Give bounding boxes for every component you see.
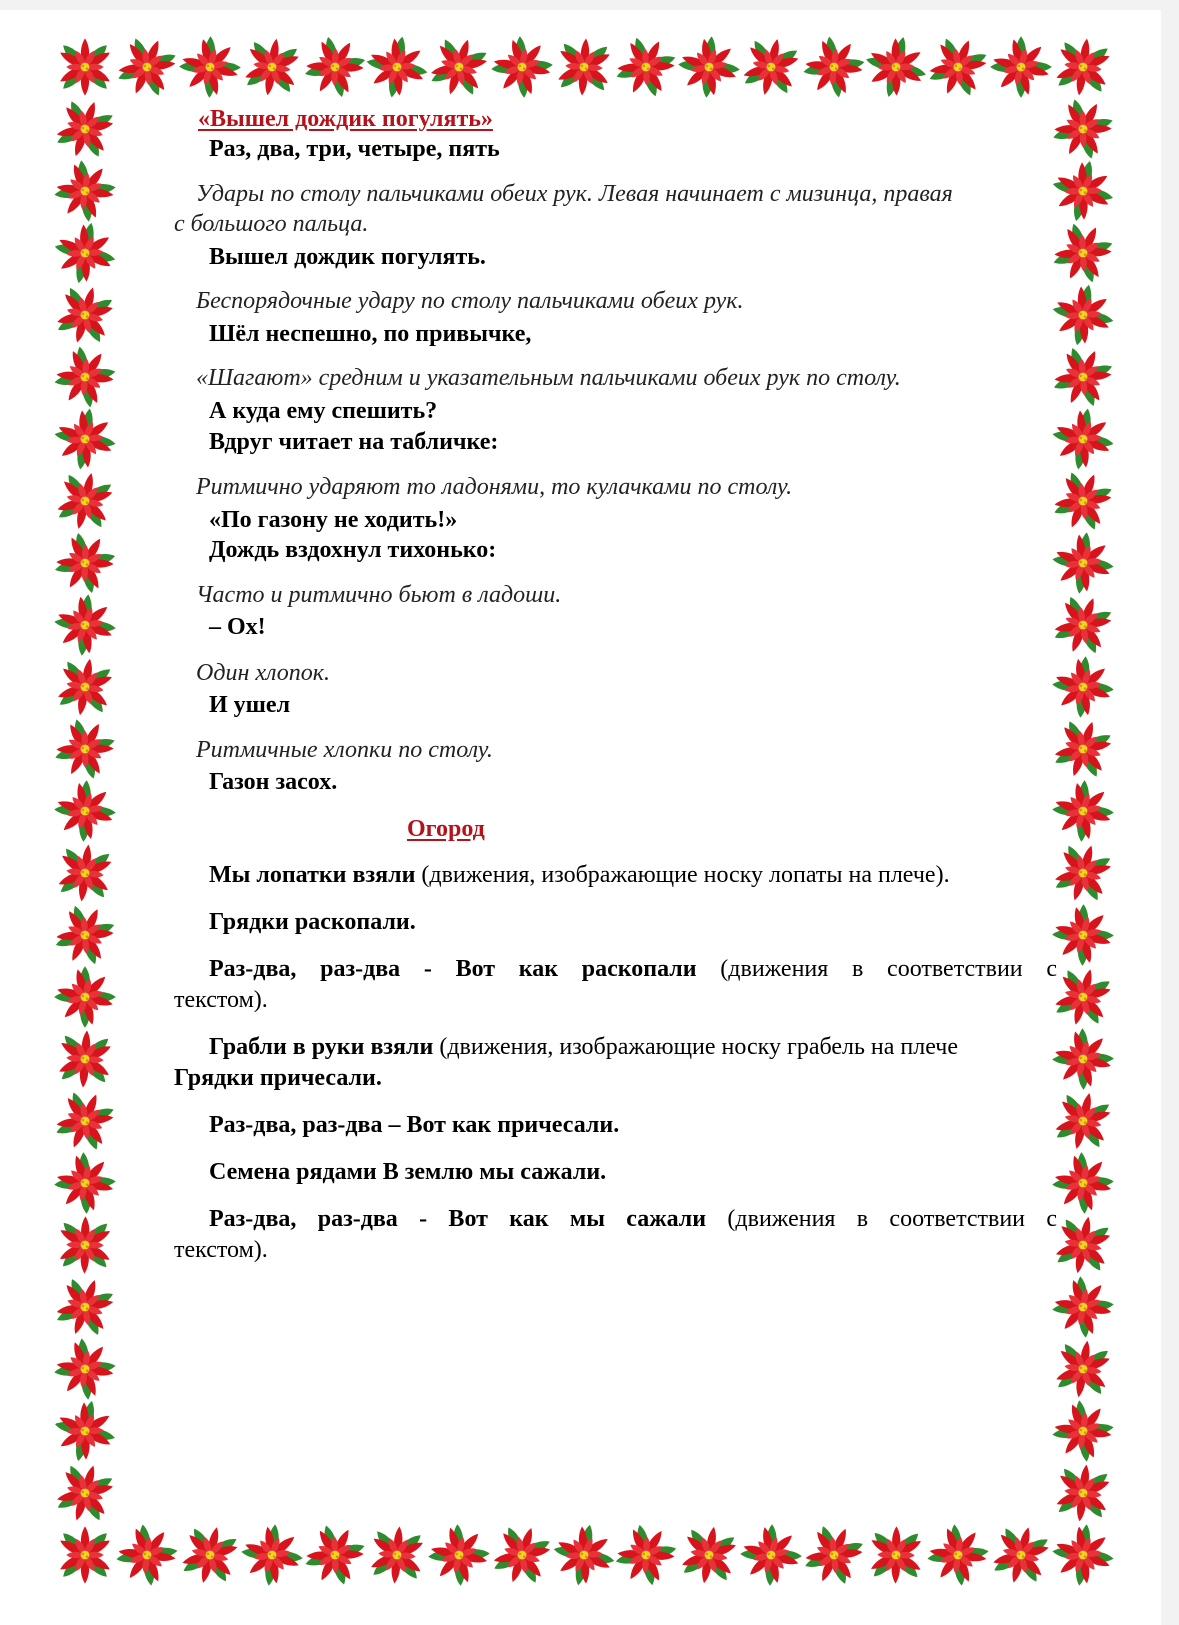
poem2-paragraph xyxy=(209,954,1057,984)
poem1-line: Вышел дождик погулять. xyxy=(209,244,486,270)
poem1-line: – Ох! xyxy=(209,614,266,640)
poem2-note-text: (движения, изображающие носку грабель на плече xyxy=(433,1034,959,1060)
poem1-line: Ритмичные хлопки по столу. xyxy=(196,737,493,763)
poem1-line: А куда ему спешить? xyxy=(209,398,438,424)
poem2-paragraph: Семена рядами В землю мы сажали. xyxy=(209,1159,607,1185)
poem2-note-text: (движения, изображающие носку лопаты на плече). xyxy=(415,862,950,888)
poem1-line: «По газону не ходить!» xyxy=(209,507,458,533)
poem2-paragraph xyxy=(209,1032,958,1062)
poem2-paragraph-cont: текстом). xyxy=(174,987,268,1013)
poem2-bold-text: Грабли в руки взяли xyxy=(209,1034,434,1060)
poem2-paragraph-cont: Грядки причесали. xyxy=(174,1065,382,1091)
poem2-title: Огород xyxy=(407,816,485,842)
poem1-line: Дождь вздохнул тихонько: xyxy=(209,537,497,563)
poem1-line: Шёл неспешно, по привычке, xyxy=(209,321,532,347)
poem2-note-text: (движения в соответствии с xyxy=(706,1206,1057,1232)
poem1-line: Газон засох. xyxy=(209,769,338,795)
poem2-paragraph xyxy=(209,860,950,890)
poem1-line: Вдруг читает на табличке: xyxy=(209,429,499,455)
document-content xyxy=(0,10,1161,1625)
poem2-bold-text: Раз-два, раз-два - Вот как мы сажали xyxy=(209,1206,707,1232)
poem1-line: Один хлопок. xyxy=(196,660,331,686)
poem1-line: И ушел xyxy=(209,692,291,718)
poem2-paragraph-cont: текстом). xyxy=(174,1237,268,1263)
poem1-line: «Шагают» средним и указательным пальчиками обеих рук по столу. xyxy=(196,365,901,391)
poem1-line: с большого пальца. xyxy=(174,211,369,237)
poem2-bold-text: Раз-два, раз-два - Вот как раскопали xyxy=(209,956,697,982)
poem2-paragraph xyxy=(209,1204,1057,1234)
poem2-paragraph: Грядки раскопали. xyxy=(209,909,416,935)
poem1-title: «Вышел дождик погулять» xyxy=(198,106,493,132)
poem1-line: Ритмично ударяют то ладонями, то кулачками по столу. xyxy=(196,474,793,500)
poem1-line: Удары по столу пальчиками обеих рук. Левая начинает с мизинца, правая xyxy=(196,181,953,207)
poem2-paragraph: Раз-два, раз-два – Вот как причесали. xyxy=(209,1112,620,1138)
document-page xyxy=(0,10,1161,1625)
poem2-note-text: (движения в соответствии с xyxy=(696,956,1057,982)
poem2-bold-text: Мы лопатки взяли xyxy=(209,862,416,888)
poem1-line: Часто и ритмично бьют в ладоши. xyxy=(196,582,562,608)
poem1-line: Беспорядочные удару по столу пальчиками обеих рук. xyxy=(196,288,744,314)
poem1-line: Раз, два, три, четыре, пять xyxy=(209,136,500,162)
